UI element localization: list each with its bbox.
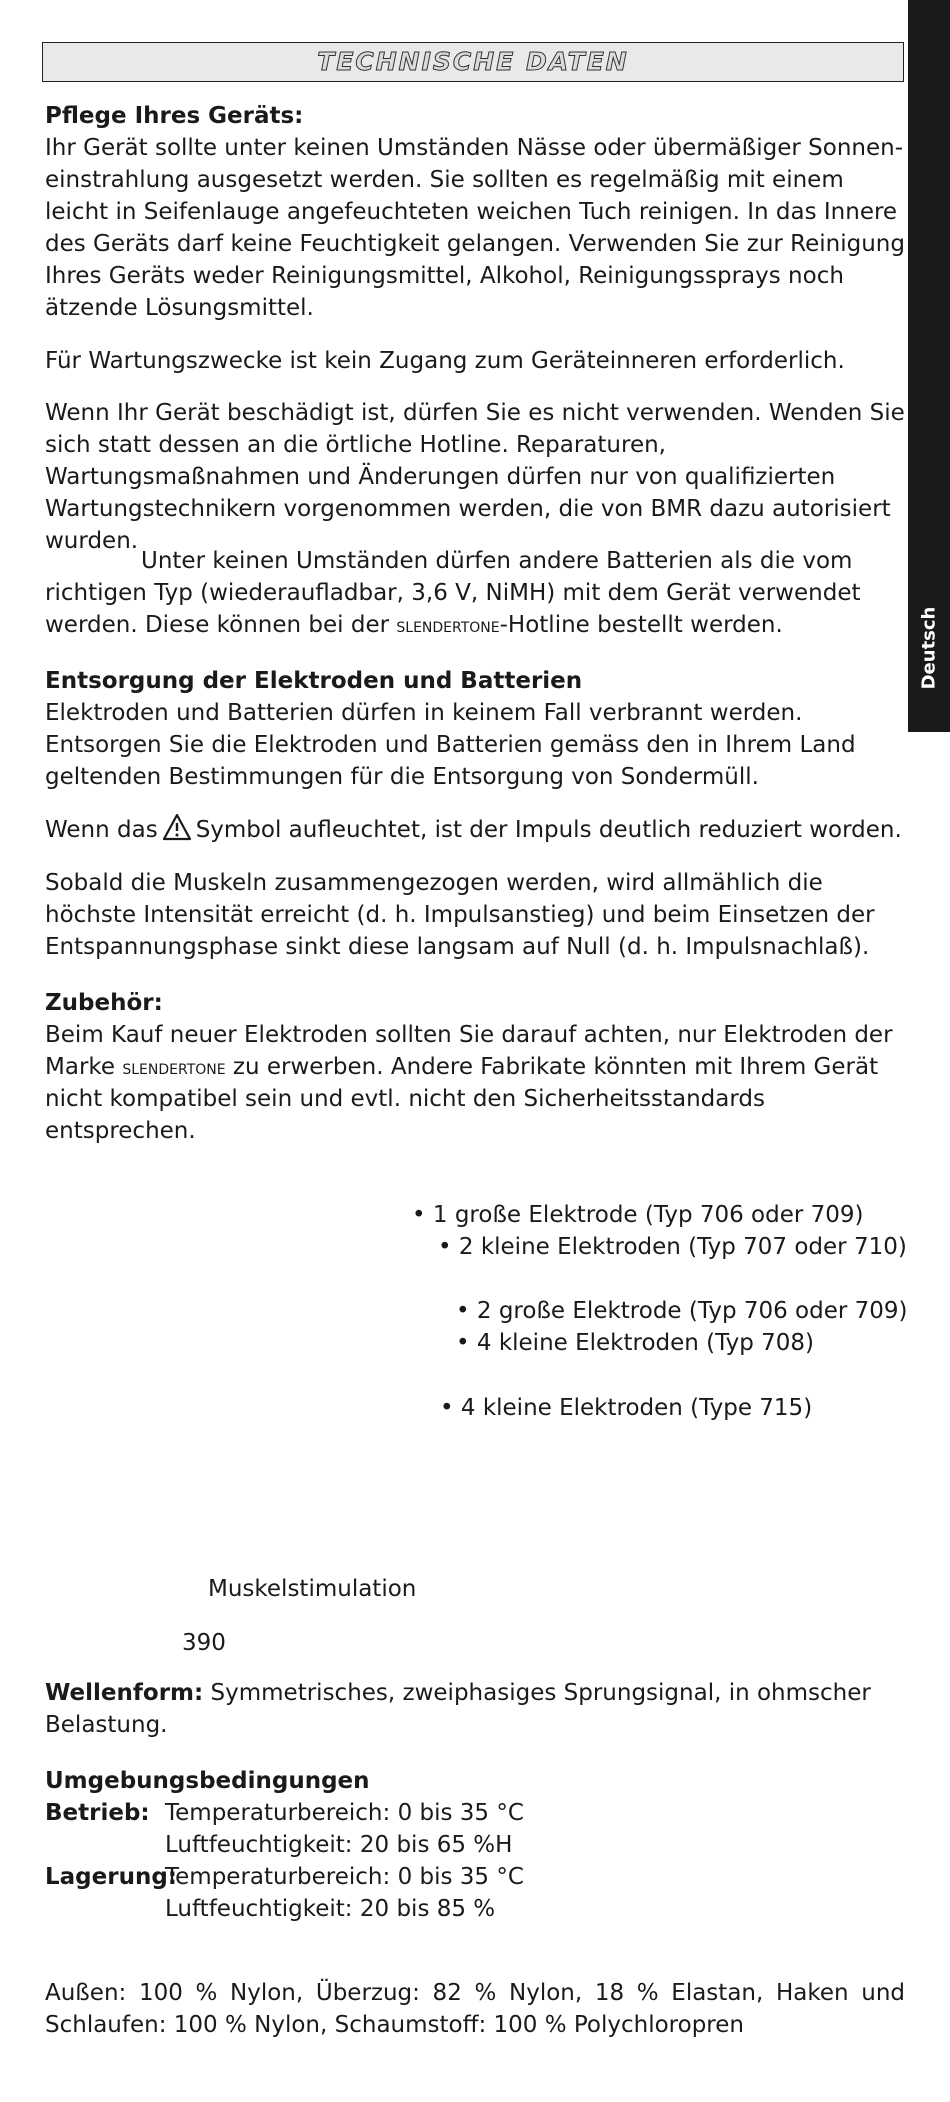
operation-temperature: Temperaturbereich: 0 bis 35 °C: [165, 1800, 524, 1826]
accessories-brand: slendertone: [122, 1055, 226, 1079]
disposal-section: [45, 665, 905, 793]
accessories-paragraph: [45, 1019, 905, 1147]
accessories-heading: Zubehör:: [45, 990, 163, 1016]
storage-temperature: Temperaturbereich: 0 bis 35 °C: [165, 1864, 524, 1890]
spacer: [45, 1893, 165, 1925]
warning-triangle-icon: [162, 813, 192, 841]
environment-section: [45, 1765, 745, 1925]
warning-paragraph: [45, 813, 905, 846]
waveform-block: [45, 1677, 905, 1741]
operation-row: [45, 1797, 745, 1829]
waveform-text: Symmetrisches, zweiphasiges Sprungsignal, in ohmscher Belastung.: [45, 1680, 871, 1738]
battery-text-b: -Hotline bestellt werden.: [499, 612, 783, 638]
operation-humidity-row: [45, 1829, 745, 1861]
care-paragraph-4: [45, 545, 905, 641]
disposal-paragraph-1: Elektroden und Batterien dürfen in keinem Fall verbrannt werden. Entsorgen Sie die Elektroden und Batterien gemäss den in Ihrem Land geltenden Bestimmungen für die Entsorgung von Sondermüll.: [45, 700, 856, 790]
disposal-heading: Entsorgung der Elektroden und Batterien: [45, 668, 583, 694]
electrode-item: • 2 kleine Elektroden (Typ 707 oder 710): [438, 1234, 907, 1260]
electrode-item: • 1 große Elektrode (Typ 706 oder 709): [412, 1202, 864, 1228]
care-paragraph-2: Für Wartungszwecke ist kein Zugang zum Geräteinneren erforderlich.: [45, 348, 845, 374]
accessories-text-b: zu erwerben. Andere Fabrikate könnten mit Ihrem Gerät nicht kompatibel sein und evtl. nicht den Sicherheitsstandards entsprechen.: [45, 1054, 879, 1144]
materials-block: [45, 1977, 905, 2041]
care-paragraph-3-block: [45, 397, 905, 557]
storage-humidity: Luftfeuchtigkeit: 20 bis 85 %: [165, 1896, 496, 1922]
warning-paragraph-block: [45, 813, 905, 846]
warning-text-b: Symbol aufleuchtet, ist der Impuls deutlich reduziert worden.: [195, 817, 902, 843]
care-heading: Pflege Ihres Geräts:: [45, 103, 304, 129]
care-paragraph-3: Wenn Ihr Gerät beschädigt ist, dürfen Sie es nicht verwenden. Wenden Sie sich statt dessen an die örtliche Hotline. Reparaturen, Wartungsmaßnahmen und Änderungen dürfen nur von qualifizierten Wartungstechnikern vorgenommen werden, die von BMR dazu autorisiert wurden.: [45, 400, 905, 554]
warning-text-a: Wenn das: [45, 817, 158, 843]
spec-number: 390: [182, 1630, 226, 1656]
waveform-paragraph: [45, 1677, 905, 1741]
electrode-item: • 4 kleine Elektroden (Type 715): [440, 1395, 813, 1421]
electrode-item: • 2 große Elektrode (Typ 706 oder 709): [456, 1298, 908, 1324]
pulse-paragraph-block: [45, 867, 905, 963]
battery-text-a: Unter keinen Umständen dürfen andere Batterien als die vom richtigen Typ (wiederaufladbar, 3,6 V, NiMH) mit dem Gerät verwendet werden. Diese können bei der: [45, 548, 861, 638]
storage-humidity-row: [45, 1893, 745, 1925]
care-paragraph-2-block: [45, 345, 905, 377]
accessories-section: [45, 987, 905, 1147]
materials-paragraph: Außen: 100 % Nylon, Überzug: 82 % Nylon, 18 % Elastan, Haken und Schlaufen: 100 % Nylon, Schaumstoff: 100 % Polychloropren: [45, 1980, 905, 2038]
accessories-text-a: Beim Kauf neuer Elektroden sollten Sie darauf achten, nur Elektroden der Marke: [45, 1022, 893, 1080]
storage-label: Lagerung:: [45, 1864, 177, 1890]
storage-row: [45, 1861, 745, 1893]
environment-heading: Umgebungsbedingungen: [45, 1768, 370, 1794]
language-side-tab: [908, 0, 950, 732]
operation-humidity: Luftfeuchtigkeit: 20 bis 65 %H: [165, 1832, 513, 1858]
care-paragraph-1: Ihr Gerät sollte unter keinen Umständen Nässe oder übermäßiger Sonneneinstrahlung ausgesetzt werden. Sie sollten es regelmäßig mit einem leicht in Seifenlauge angefeuchteten weichen Tuch reinigen. In das Innere des Geräts darf keine Feuchtigkeit gelangen. Verwenden Sie zur Reinigung Ihres Geräts weder Reinigungsmittel, Alkohol, Reinigungssprays noch ätzende Lösungsmittel.: [45, 135, 905, 321]
section-title-banner: TECHNISCHE DATEN: [42, 42, 904, 82]
operation-label: Betrieb:: [45, 1800, 150, 1826]
purpose-value: Muskelstimulation: [208, 1576, 417, 1602]
care-paragraph-4-block: [45, 545, 905, 641]
pulse-paragraph: Sobald die Muskeln zusammengezogen werden, wird allmählich die höchste Intensität erreicht (d. h. Impulsanstieg) und beim Einsetzen der Entspannungsphase sinkt diese langsam auf Null (d. h. Impulsnachlaß).: [45, 870, 875, 960]
waveform-label: Wellenform:: [45, 1680, 204, 1706]
brand-name: slendertone: [396, 613, 500, 637]
electrode-item: • 4 kleine Elektroden (Typ 708): [456, 1330, 815, 1356]
spacer: [45, 1829, 165, 1861]
language-label: Deutsch: [918, 606, 940, 690]
care-section: [45, 100, 905, 324]
